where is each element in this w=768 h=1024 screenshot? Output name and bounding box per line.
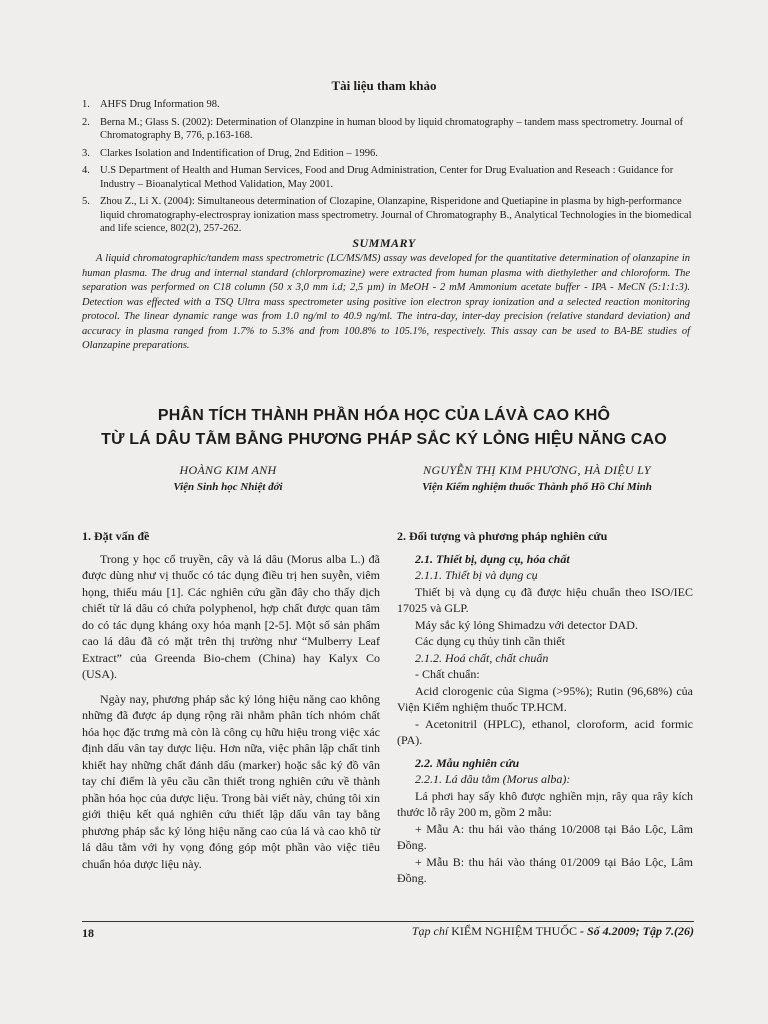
subsection-heading: 2.1. Thiết bị, dụng cụ, hóa chất bbox=[415, 551, 570, 566]
references-title: Tài liệu tham khảo bbox=[331, 78, 437, 93]
paragraph: Lá phơi hay sấy khô được nghiền mịn, rây qua rây kích thước lỗ rây 200 m, gồm 2 mẫu: bbox=[397, 788, 693, 819]
reference-item: 2. Berna M.; Glass S. (2002): Determination of Olanzpine in human blood by liquid chromatography – tandem mass spectrometry. Journal of Chromatography B, 776, p.163-168. bbox=[82, 116, 684, 141]
journal-issue: - Số 4.2009; Tập 7.(26) bbox=[580, 924, 694, 938]
author-name: NGUYỄN THỊ KIM PHƯƠNG, HÀ DIỆU LY bbox=[423, 463, 651, 477]
article-title-line-2: TỪ LÁ DÂU TẰM BẰNG PHƯƠNG PHÁP SẮC KÝ LỎNG HIỆU NĂNG CAO bbox=[101, 431, 667, 448]
article-title bbox=[0, 404, 768, 452]
footer-divider bbox=[82, 921, 694, 922]
reference-item: 3. Clarkes Isolation and Indentification of Drug, 2nd Edition – 1996. bbox=[82, 147, 378, 159]
reference-item: 1. AHFS Drug Information 98. bbox=[82, 99, 220, 110]
references-list bbox=[82, 98, 692, 240]
paragraph: + Mẫu A: thu hái vào tháng 10/2008 tại Bảo Lộc, Lâm Đồng. bbox=[397, 821, 693, 852]
paragraph: - Chất chuẩn: bbox=[415, 667, 480, 681]
subsubsection-heading: 2.2.1. Lá dâu tằm (Morus alba): bbox=[415, 772, 571, 786]
paragraph: Thiết bị và dụng cụ đã được hiệu chuẩn theo ISO/IEC 17025 và GLP. bbox=[397, 584, 693, 615]
subsubsection-heading: 2.1.2. Hoá chất, chất chuẩn bbox=[415, 650, 549, 665]
paragraph: Trong y học cổ truyền, cây và lá dâu (Morus alba L.) đã được dùng như vị thuốc có tác dụng điều trị hen suyễn, viêm họng, thiếu máu [1]. Các nghiên cứu gần đây cho thấy dịch chiết từ lá dâu có chứa polyphenol, hợp chất được quan tâm do có tác dụng kháng oxy hóa mạnh [2-5]. Một số sản phẩm cao lá dâu đã có mặt trên thị trường như “Mulberry Leaf Extract” của Greenda Bio-chem (China) hay Kalyx Co (USA). bbox=[82, 551, 380, 681]
left-column bbox=[82, 528, 380, 872]
subsubsection-heading: 2.1.1. Thiết bị và dụng cụ bbox=[415, 568, 538, 582]
reference-item: 4. U.S Department of Health and Human Services, Food and Drug Administration, Center for Drug Evaluation and Reseach : Guidance for Industry – Bioanalytical Method Validation, May 2001. bbox=[82, 165, 674, 190]
summary-title: SUMMARY bbox=[352, 236, 416, 250]
paragraph: - Acetonitril (HPLC), ethanol, cloroform, acid formic (PA). bbox=[397, 716, 693, 747]
paragraph: Các dụng cụ thủy tinh cần thiết bbox=[415, 634, 565, 648]
paragraph: Máy sắc ký lỏng Shimadzu với detector DAD. bbox=[415, 617, 638, 632]
reference-item: 5. Zhou Z., Li X. (2004): Simultaneous determination of Clozapine, Olanzapine, Risperidone and Quetiapine in plasma by high-performance liquid chromatography-electrospray ionization mass spectrometry. Journal of Chromatography B., Analytical Technologies in the biomedical and life science, 802(2), 257-262. bbox=[82, 196, 692, 234]
author-affiliation: Viện Kiểm nghiệm thuốc Thành phố Hồ Chí Minh bbox=[422, 481, 652, 493]
section-heading: 1. Đặt vấn đề bbox=[82, 529, 150, 543]
paragraph: Ngày nay, phương pháp sắc ký lỏng hiệu năng cao không những đã được áp dụng rộng rãi nhằm phân tích nhóm chất hóa học đặc trưng mà còn là công cụ hữu hiệu trong việc xác định dấu vân tay dược liệu. Hơn nữa, việc phân lập chất tinh khiết hay những chất đánh dấu (marker) hoặc sắc ký đồ vân tay chỉ điểm là yêu cầu cần thiết trong nghiên cứu về thành phần hóa học của dược liệu. Trong bài viết này, chúng tôi xin giới thiệu kết quả nghiên cứu thiết lập dấu vân tay bằng phương pháp sắc ký lỏng hiệu năng cao của lá và cao khô từ lá dâu tằm với hy vọng đóng góp một phần vào việc tiêu chuẩn hóa dược liệu này. bbox=[82, 691, 380, 871]
paragraph: + Mẫu B: thu hái vào tháng 01/2009 tại Bảo Lộc, Lâm Đồng. bbox=[397, 854, 693, 885]
author-affiliation: Viện Sinh học Nhiệt đới bbox=[173, 481, 283, 493]
journal-prefix: Tạp chí bbox=[411, 924, 449, 938]
paragraph: Acid clorogenic của Sigma (>95%); Rutin (96,68%) của Viện Kiểm nghiệm thuốc TP.HCM. bbox=[397, 683, 693, 714]
summary-text: A liquid chromatographic/tandem mass spectrometric (LC/MS/MS) assay was developed for the quantitative determination of olanzapine in human plasma. The drug and internal standard (chlorpromazine) were extracted from human plasma with diethylether and chloroform. The separation was performed on C18 column (50 x 3,0 mm i.d; 2,5 µm) in MeOH - 2 mM Ammonium acetate buffer - IPA - MeCN (5:1:1:3). Detection was effected with a TSQ Ultra mass spectrometer using positive ion electron spray ionization and a selected reaction monitoring protocol. The linear dynamic range was from 1.0 ng/ml to 40.9 ng/ml. The intra-day, inter-day precision (relative standard deviation) and accuracy in plasma ranged from 1.7% to 5.3% and from 100.8% to 105.1%, respectively. This assay can be used to BA-BE studies of Olanzapine preparations. bbox=[82, 253, 690, 351]
subsection-heading: 2.2. Mẫu nghiên cứu bbox=[415, 755, 520, 770]
article-title-line-1: PHÂN TÍCH THÀNH PHẦN HÓA HỌC CỦA LÁVÀ CAO KHÔ bbox=[157, 407, 611, 424]
author-block-right bbox=[372, 462, 702, 496]
page-number: 18 bbox=[82, 926, 94, 940]
author-name: HOÀNG KIM ANH bbox=[179, 463, 277, 477]
section-heading: 2. Đối tượng và phương pháp nghiên cứu bbox=[397, 529, 608, 543]
author-block-left bbox=[108, 462, 348, 496]
journal-footer bbox=[412, 924, 694, 939]
journal-name: KIỂM NGHIỆM THUỐC bbox=[451, 924, 577, 938]
right-column bbox=[397, 528, 693, 887]
